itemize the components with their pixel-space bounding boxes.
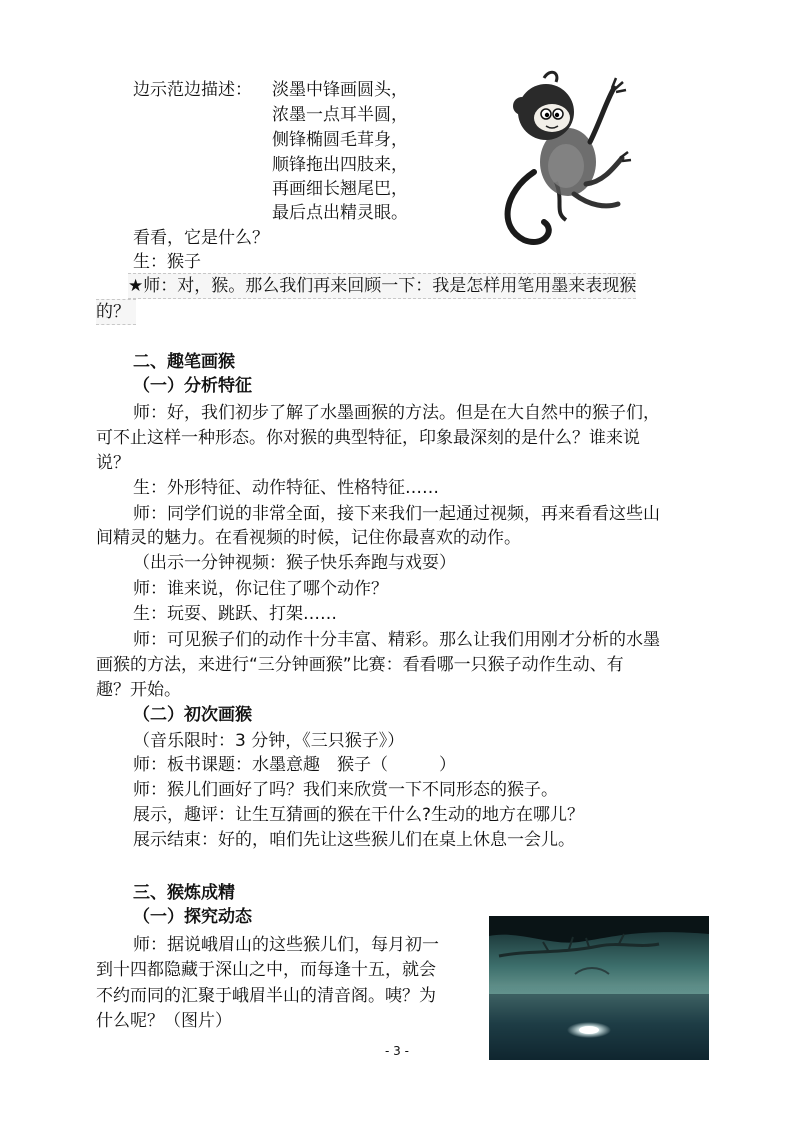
paragraph-line: 展示结束：好的，咱们先让这些猴儿们在桌上休息一会儿。 — [133, 830, 575, 850]
subsection-heading: （一）探究动态 — [133, 907, 252, 927]
paragraph-line: 趣？开始。 — [96, 680, 181, 700]
section-heading: 三、猴炼成精 — [133, 883, 235, 903]
paragraph-line: 师：谁来说，你记住了哪个动作？ — [133, 579, 388, 599]
question-text: 看看，它是什么？ — [133, 228, 269, 248]
paragraph-line: 间精灵的魅力。在看视频的时候，记住你最喜欢的动作。 — [96, 528, 521, 548]
paragraph-line: 师：据说峨眉山的这些猴儿们，每月初一 — [133, 935, 439, 955]
poem-line: 最后点出精灵眼。 — [272, 203, 408, 223]
poem-line: 再画细长翘尾巴， — [272, 179, 408, 199]
paragraph-line: 生：玩耍、跳跃、打架…… — [133, 604, 337, 624]
paragraph-line: （出示一分钟视频：猴子快乐奔跑与戏耍） — [133, 553, 456, 573]
paragraph-line: 师：好，我们初步了解了水墨画猴的方法。但是在大自然中的猴子们， — [133, 403, 660, 423]
poem-line: 淡墨中锋画圆头， — [272, 80, 408, 100]
paragraph-line: 可不止这样一种形态。你对猴的典型特征，印象最深刻的是什么？谁来说 — [96, 428, 640, 448]
subsection-heading: （二）初次画猴 — [133, 705, 252, 725]
paragraph-line: 说？ — [96, 453, 130, 473]
poem-line: 顺锋拖出四肢来， — [272, 155, 408, 175]
night-lake-photo — [489, 916, 709, 1060]
answer-text: 生：猴子 — [133, 252, 201, 272]
paragraph-line: 师：同学们说的非常全面，接下来我们一起通过视频，再来看看这些山 — [133, 504, 660, 524]
paragraph-line: （音乐限时：3 分钟，《三只猴子》） — [133, 731, 405, 751]
section-heading: 二、趣笔画猴 — [133, 352, 235, 372]
starred-teacher-line-cont: 的？ — [96, 299, 136, 325]
starred-teacher-line: ★师：对，猴。那么我们再来回顾一下：我是怎样用笔用墨来表现猴 — [128, 273, 636, 299]
poem-line: 侧锋椭圆毛茸身， — [272, 130, 408, 150]
poem-intro: 边示范边描述： — [133, 80, 252, 100]
paragraph-line: 不约而同的汇聚于峨眉半山的清音阁。咦？为 — [96, 986, 436, 1006]
paragraph-line: 生：外形特征、动作特征、性格特征…… — [133, 478, 439, 498]
paragraph-line: 到十四都隐藏于深山之中，而每逢十五，就会 — [96, 960, 436, 980]
paragraph-line: 画猴的方法，来进行“三分钟画猴”比赛：看看哪一只猴子动作生动、有 — [96, 655, 624, 675]
subsection-heading: （一）分析特征 — [133, 376, 252, 396]
ink-monkey-illustration — [494, 62, 638, 248]
paragraph-line: 展示，趣评：让生互猜画的猴在干什么?生动的地方在哪儿？ — [133, 805, 585, 825]
poem-line: 浓墨一点耳半圆， — [272, 105, 408, 125]
page-number: - 3 - — [385, 1044, 409, 1058]
paragraph-line: 什么呢？（图片） — [96, 1011, 232, 1031]
paragraph-line: 师：可见猴子们的动作十分丰富、精彩。那么让我们用刚才分析的水墨 — [133, 630, 660, 650]
paragraph-line: 师：猴儿们画好了吗？我们来欣赏一下不同形态的猴子。 — [133, 780, 558, 800]
paragraph-line: 师：板书课题：水墨意趣 猴子（ ） — [133, 755, 456, 775]
